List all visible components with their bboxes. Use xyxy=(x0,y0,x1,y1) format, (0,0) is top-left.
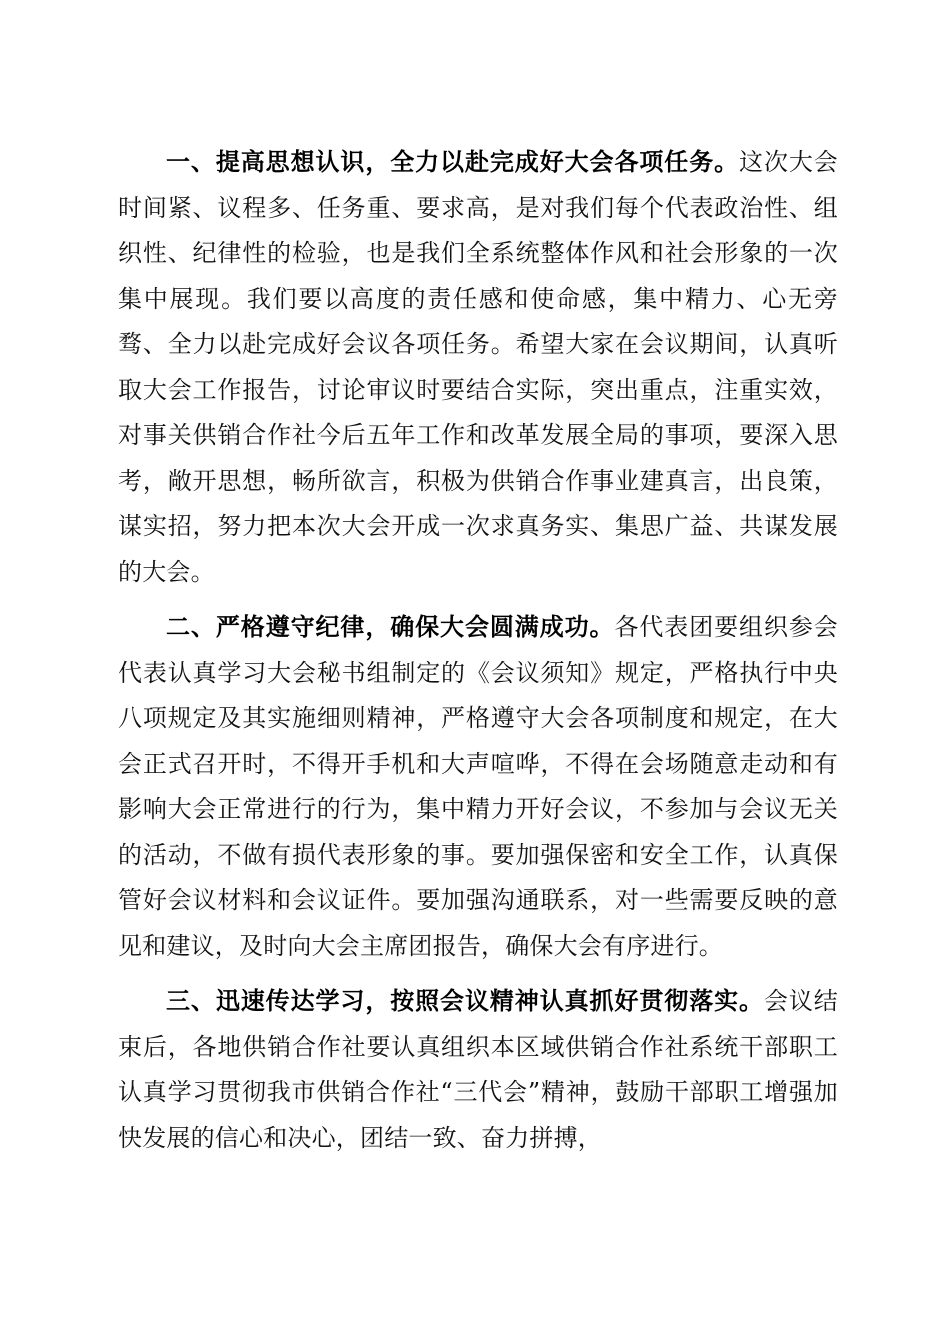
document-body xyxy=(118,140,838,1171)
paragraph-1 xyxy=(118,140,838,595)
paragraph-3 xyxy=(118,979,838,1161)
paragraph-1-heading: 一、提高思想认识，全力以赴完成好大会各项任务。 xyxy=(166,148,740,176)
paragraph-2 xyxy=(118,605,838,969)
paragraph-3-body: 会议结束后，各地供销合作社要认真组织本区域供销合作社系统干部职工认真学习贯彻我市供销合作社“三代会”精神，鼓励干部职工增强加快发展的信心和决心，团结一致、奋力拼搏， xyxy=(118,987,838,1152)
paragraph-1-body: 这次大会时间紧、议程多、任务重、要求高，是对我们每个代表政治性、组织性、纪律性的检验，也是我们全系统整体作风和社会形象的一次集中展现。我们要以高度的责任感和使命感，集中精力、心无旁骛、全力以赴完成好会议各项任务。希望大家在会议期间，认真听取大会工作报告，讨论审议时要结合实际，突出重点，注重实效，对事关供销合作社今后五年工作和改革发展全局的事项，要深入思考，敞开思想，畅所欲言，积极为供销合作事业建真言，出良策，谋实招，努力把本次大会开成一次求真务实、集思广益、共谋发展的大会。 xyxy=(118,148,838,586)
paragraph-3-heading: 三、迅速传达学习，按照会议精神认真抓好贯彻落实。 xyxy=(166,987,764,1015)
paragraph-2-heading: 二、严格遵守纪律，确保大会圆满成功。 xyxy=(166,613,615,641)
paragraph-2-body: 各代表团要组织参会代表认真学习大会秘书组制定的《会议须知》规定，严格执行中央八项规定及其实施细则精神，严格遵守大会各项制度和规定，在大会正式召开时，不得开手机和大声喧哗，不得在会场随意走动和有影响大会正常进行的行为，集中精力开好会议，不参加与会议无关的活动，不做有损代表形象的事。要加强保密和安全工作，认真保管好会议材料和会议证件。要加强沟通联系，对一些需要反映的意见和建议，及时向大会主席团报告，确保大会有序进行。 xyxy=(118,613,838,960)
